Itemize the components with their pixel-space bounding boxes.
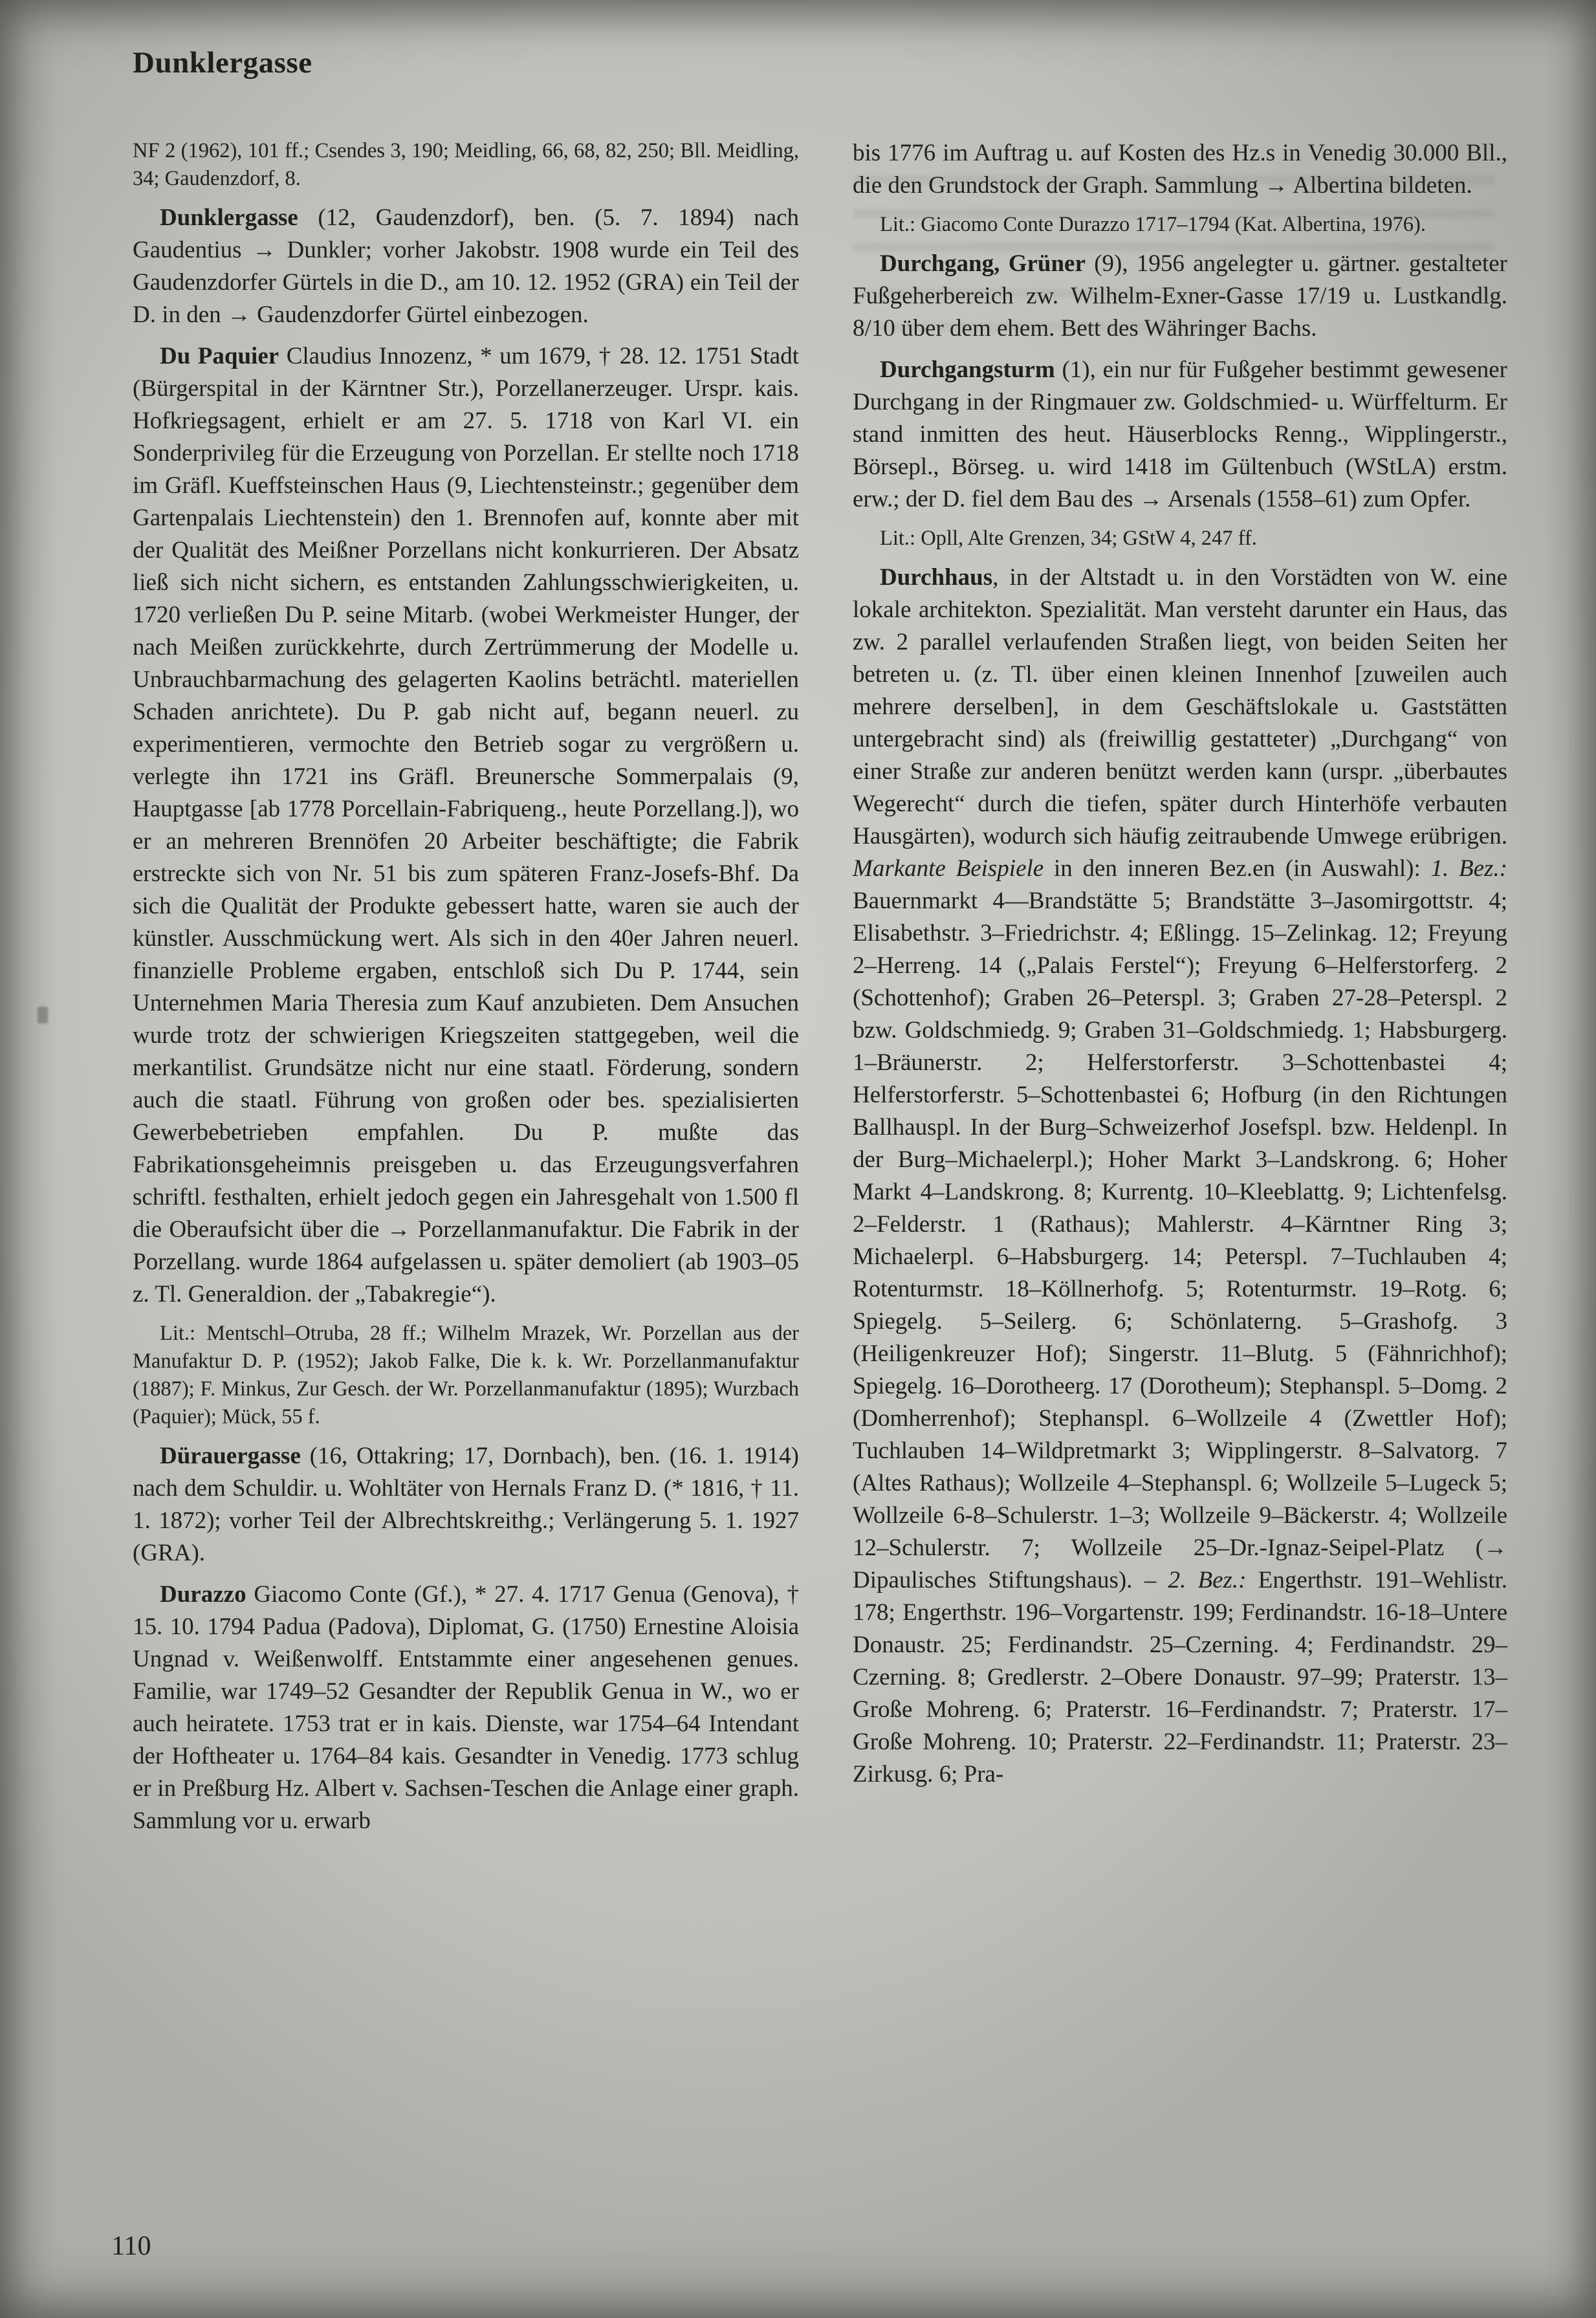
entry-du-paquier [133, 340, 799, 1311]
entry-durazzo-continuation: bis 1776 im Auftrag u. auf Kosten des Hz.s in Venedig 30.000 Bll., die den Grundstock der Graph. Sammlung → Albertina bildeten. [853, 140, 1507, 199]
right-column [853, 137, 1507, 1800]
entry-text-italic: Markante Beispiele [853, 855, 1044, 882]
page-number: 110 [111, 2231, 151, 2261]
entry-headword: Durchgangsturm [880, 356, 1055, 383]
literature-note: Lit.: Opll, Alte Grenzen, 34; GStW 4, 247 ff. [880, 527, 1257, 550]
entry-headword: Du Paquier [160, 343, 279, 369]
entry-headword: Dunklergasse [160, 204, 298, 231]
entry-durazzo [133, 1579, 799, 1837]
entry-headword: Durchhaus [880, 564, 993, 591]
entry-text-italic: 1. Bez.: [1430, 855, 1507, 882]
literature-note: Lit.: Mentschl–Otruba, 28 ff.; Wilhelm Mrazek, Wr. Porzellan aus der Manufaktur D. P. (1952); Jakob Falke, Die k. k. Wr. Porzellanmanufaktur (1887); F. Minkus, Zur Gesch. der Wr. Porzellanmanufaktur (1895); Wurzbach (Paquier); Mück, 55 f. [133, 1322, 799, 1428]
entry-text: in den inneren Bez.en (in Auswahl): [1044, 855, 1431, 882]
entry-durchhaus [853, 562, 1507, 1791]
left-column [133, 137, 799, 1846]
entry-text: Claudius Innozenz, * um 1679, † 28. 12. 1751 Stadt (Bürgerspital in der Kärntner Str.), Porzellanerzeuger. Urspr. kais. Hofkriegsagent, erhielt er am 27. 5. 1718 von Karl VI. ein Sonderprivileg für die Erzeugung von Porzellan. Er stellte noch 1718 im Gräfl. Kueffsteinschen Haus (9, Liechtensteinstr.; gegenüber dem Gartenpalais Liechtenstein) den 1. Brennofen auf, konnte aber mit der Qualität des Meißner Porzellans nicht konkurrieren. Der Absatz ließ sich nicht sichern, es entstanden Zahlungsschwierigkeiten, u. 1720 verließen Du P. seine Mitarb. (wobei Werkmeister Hunger, der nach Meißen zurückkehrte, durch Zertrümmerung der Modelle u. Unbrauchbarmachung des gelagerten Kaolins beträchtl. materiellen Schaden anrichtete). Du P. gab nicht auf, begann neuerl. zu experimentieren, vermochte den Betrieb sogar zu vergrößern u. verlegte ihn 1721 ins Gräfl. Breunersche Sommerpalais (9, Hauptgasse [ab 1778 Porcellain-Fabriqueng., heute Porzellang.]), wo er an mehreren Brennöfen 20 Arbeiter beschäftigte; die Fabrik erstreckte sich von Nr. 51 bis zum späteren Franz-Josefs-Bhf. Da sich die Qualität der Produkte gebessert hatte, waren sie auch der künstler. Ausschmückung wert. Als sich in den 40er Jahren neuerl. finanzielle Probleme ergaben, entschloß sich Du P. 1744, sein Unternehmen Maria Theresia zum Kauf anzubieten. Dem Ansuchen wurde trotz der schwierigen Kriegszeiten stattgegeben, weil die merkantilist. Grundsätze nicht nur eine staatl. Förderung, sondern auch die staatl. Führung von großen oder bes. spezialisierten Gewerbebetrieben empfahlen. Du P. mußte das Fabrikationsgeheimnis preisgeben u. das Erzeugungsverfahren schriftl. festhalten, erhielt jedoch gegen ein Jahresgehalt von 1.500 fl die Oberaufsicht über die → Porzellanmanufaktur. Die Fabrik in der Porzellang. wurde 1864 aufgelassen u. später demoliert (ab 1903–05 z. Tl. Generaldion. der „Tabakregie“). [133, 343, 799, 1307]
entry-headword: Durchgang, Grüner [880, 250, 1086, 277]
running-head: Dunklergasse [133, 46, 312, 80]
entry-text: (1), ein nur für Fußgeher bestimmt gewesener Durchgang in der Ringmauer zw. Goldschmied- u. Würffelturm. Er stand inmitten des heut. Häuserblocks Renng., Wipplingerstr., Börsepl., Börseg. u. wird 1418 im Gültenbuch (WStLA) erstm. erw.; der D. fiel dem Bau des → Arsenals (1558–61) zum Opfer. [853, 356, 1507, 512]
entry-text: Bauernmarkt 4—Brandstätte 5; Brandstätte 3–Jasomirgottstr. 4; Elisabethstr. 3–Friedrichstr. 4; Eßlingg. 15–Zelinkag. 12; Freyung 2–Herreng. 14 („Palais Ferstel“); Freyung 6–Helferstorferg. 2 (Schottenhof); Graben 26–Peterspl. 3; Graben 27-28–Peterspl. 2 bzw. Goldschmiedg. 9; Graben 31–Goldschmiedg. 1; Habsburgerg. 1–Bräunerstr. 2; Helferstorferstr. 3–Schottenbastei 4; Helferstorferstr. 5–Schottenbastei 6; Hofburg (in den Richtungen Ballhauspl. In der Burg–Schweizerhof Josefspl. bzw. Heldenpl. In der Burg–Michaelerpl.); Hoher Markt 3–Landskrong. 6; Hoher Markt 4–Landskrong. 8; Kurrentg. 10–Kleeblattg. 9; Lichtenfelsg. 2–Felderstr. 1 (Rathaus); Mahlerstr. 4–Kärntner Ring 3; Michaelerpl. 6–Habsburgerg. 14; Peterspl. 7–Tuchlauben 4; Rotenturmstr. 18–Köllnerhofg. 5; Rotenturmstr. 19–Rotg. 6; Spiegelg. 5–Seilerg. 6; Schönlaterng. 5–Grashofg. 3 (Heiligenkreuzer Hof); Singerstr. 11–Blutg. 5 (Fähnrichhof); Spiegelg. 16–Dorotheerg. 17 (Dorotheum); Stephanspl. 5–Domg. 2 (Domherrenhof); Stephanspl. 6–Wollzeile 4 (Zwettler Hof); Tuchlauben 14–Wildpretmarkt 3; Wipplingerstr. 8–Salvatorg. 7 (Altes Rathaus); Wollzeile 4–Stephanspl. 6; Wollzeile 5–Lugeck 5; Wollzeile 6-8–Schulerstr. 1–3; Wollzeile 9–Bäckerstr. 4; Wollzeile 12–Schulerstr. 7; Wollzeile 25–Dr.-Ignaz-Seipel-Platz (→ Dipaulisches Stiftungshaus). – [853, 888, 1507, 1593]
entry-duerauergasse [133, 1440, 799, 1569]
scan-smudge-artifact [38, 1007, 48, 1023]
entry-text-italic: 2. Bez.: [1168, 1567, 1247, 1593]
entry-headword: Dürauergasse [160, 1443, 301, 1469]
entry-text: (9), 1956 angelegter u. gärtner. gestalteter Fußgeherbereich zw. Wilhelm-Exner-Gasse 17/19 u. Lustkandlg. 8/10 über dem ehem. Bett des Währinger Bachs. [853, 250, 1507, 342]
literature-note-continued: NF 2 (1962), 101 ff.; Csendes 3, 190; Meidling, 66, 68, 82, 250; Bll. Meidling, 34; Gaudenzdorf, 8. [133, 139, 799, 190]
entry-text: (12, Gaudenzdorf), ben. (5. 7. 1894) nach Gaudentius → Dunkler; vorher Jakobstr. 1908 wurde ein Teil des Gaudenzdorfer Gürtels in die D., am 10. 12. 1952 (GRA) ein Teil der D. in den → Gaudenzdorfer Gürtel einbezogen. [133, 204, 799, 328]
entry-headword: Durazzo [160, 1581, 246, 1608]
entry-text: (16, Ottakring; 17, Dornbach), ben. (16. 1. 1914) nach dem Schuldir. u. Wohltäter von Hernals Franz D. (* 1816, † 11. 1. 1872); vorher Teil der Albrechtskreithg.; Verlängerung 5. 1. 1927 (GRA). [133, 1443, 799, 1566]
entry-durchgangsturm [853, 354, 1507, 516]
entry-durchgang-gruener [853, 248, 1507, 345]
literature-note: Lit.: Giacomo Conte Durazzo 1717–1794 (Kat. Albertina, 1976). [880, 213, 1426, 236]
entry-text: Giacomo Conte (Gf.), * 27. 4. 1717 Genua (Genova), † 15. 10. 1794 Padua (Padova), Diplomat, G. (1750) Ernestine Aloisia Ungnad v. Weißenwolff. Entstammte einer angesehenen genues. Familie, war 1749–52 Gesandter der Republik Genua in W., wo er auch heiratete. 1753 trat er in kais. Dienste, war 1754–64 Intendant der Hoftheater u. 1764–84 kais. Gesandter in Venedig. 1773 schlug er in Preßburg Hz. Albert v. Sachsen-Teschen die Anlage einer graph. Sammlung vor u. erwarb [133, 1581, 799, 1834]
entry-text: , in der Altstadt u. in den Vorstädten von W. eine lokale architekton. Spezialität. Man versteht darunter ein Haus, das zw. 2 parallel verlaufenden Straßen liegt, von beiden Seiten her betreten u. (z. Tl. über einen kleinen Innenhof [zuweilen auch mehrere derselben], in dem Geschäftslokale u. Gaststätten untergebracht sind) als (freiwillig gestatteter) „Durchgang“ von einer Straße zur anderen benützt werden kann (urspr. „überbautes Wegerecht“ durch die tiefen, später durch Hinterhöfe verbauten Hausgärten), wodurch sich häufig zeitraubende Umwege erübrigen. [853, 564, 1507, 849]
entry-dunklergasse [133, 202, 799, 331]
entry-text: Engerthstr. 191–Wehlistr. 178; Engerthstr. 196–Vorgartenstr. 199; Ferdinandstr. 16-18–Untere Donaustr. 25; Ferdinandstr. 25–Czerning. 4; Ferdinandstr. 29–Czerning. 8; Gredlerstr. 2–Obere Donaustr. 97–99; Praterstr. 13–Große Mohreng. 6; Praterstr. 16–Ferdinandstr. 7; Praterstr. 17–Große Mohreng. 10; Praterstr. 22–Ferdinandstr. 11; Praterstr. 23–Zirkusg. 6; Pra- [853, 1567, 1508, 1788]
